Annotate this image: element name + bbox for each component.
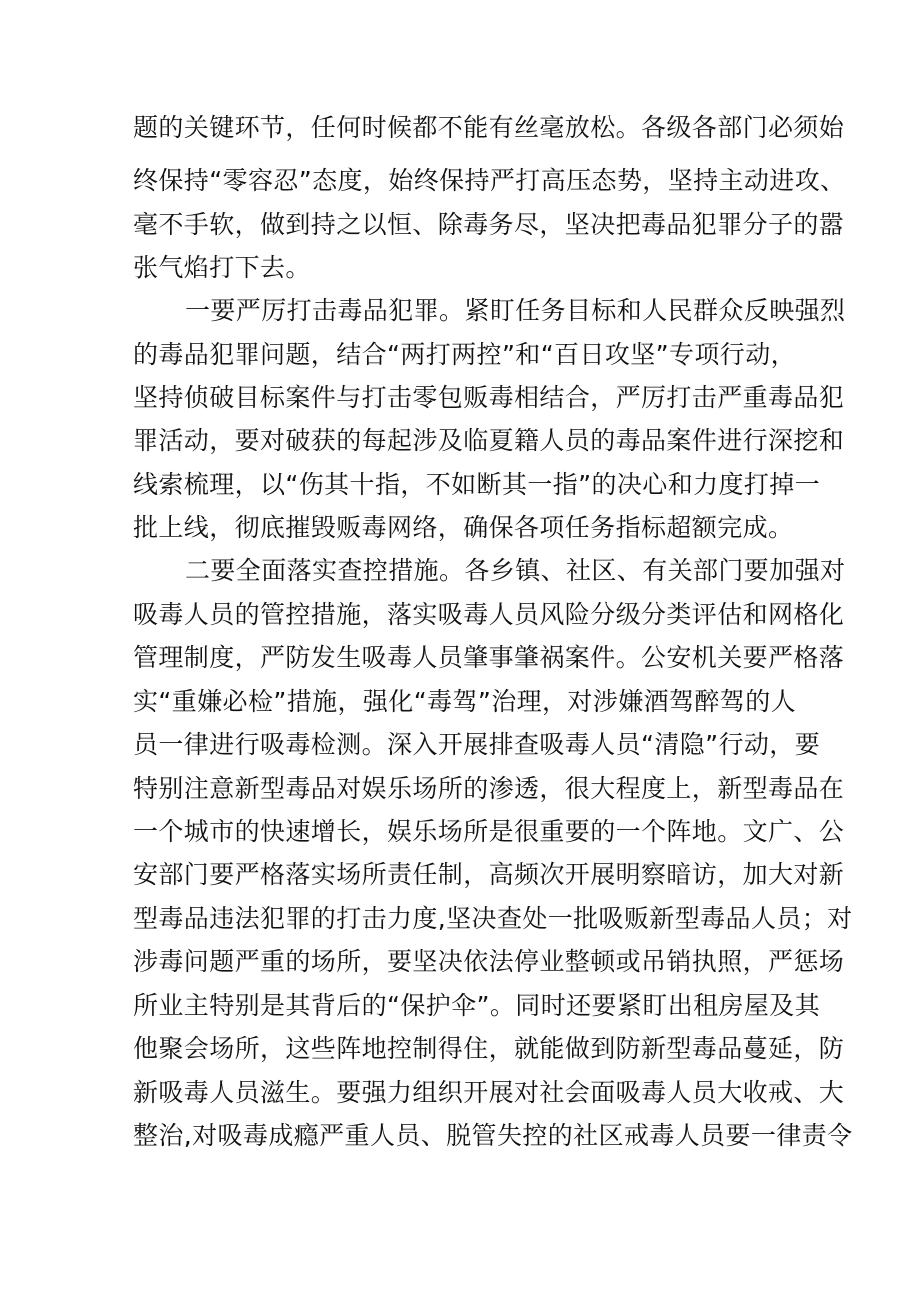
text-line: 一个城市的快速增长，娱乐场所是很重要的一个阵地。文广、公 (133, 817, 845, 846)
text-line: 线索梳理，以“伤其十指，不如断其一指”的决心和力度打掉一 (133, 470, 821, 499)
text-line: 安部门要严格落实场所责任制，高频次开展明察暗访，加大对新 (133, 860, 845, 889)
text-line: 管理制度，严防发生吸毒人员肇事肇祸案件。公安机关要严格落 (133, 643, 845, 672)
text-line: 终保持“零容忍”态度，始终保持严打高压态势，坚持主动进攻、 (133, 166, 846, 195)
text-line: 他聚会场所，这些阵地控制得住，就能做到防新型毒品蔓延，防 (133, 1034, 845, 1063)
text-line: 坚持侦破目标案件与打击零包贩毒相结合，严厉打击严重毒品犯 (133, 383, 845, 412)
text-line: 题的关键环节，任何时候都不能有丝毫放松。各级各部门必须始 (133, 113, 845, 142)
text-line: 的毒品犯罪问题，结合“两打两控”和“百日攻坚”专项行动， (133, 340, 797, 369)
text-line: 吸毒人员的管控措施，落实吸毒人员风险分级分类评估和网格化 (133, 600, 845, 629)
text-line: 型毒品违法犯罪的打击力度,坚决查处一批吸贩新型毒品人员；对 (133, 904, 853, 933)
text-line: 特别注意新型毒品对娱乐场所的渗透，很大程度上，新型毒品在 (133, 774, 845, 803)
paragraph-1-first-line: 一要严厉打击毒品犯罪。紧盯任务目标和人民群众反映强烈 (185, 296, 846, 325)
text-line: 所业主特别是其背后的“保护伞”。同时还要紧盯出租房屋及其 (133, 991, 821, 1020)
text-line: 新吸毒人员滋生。要强力组织开展对社会面吸毒人员大收戒、大 (133, 1078, 845, 1107)
text-line: 张气焰打下去。 (133, 253, 311, 282)
text-line: 员一律进行吸毒检测。深入开展排查吸毒人员“清隐”行动，要 (133, 730, 821, 759)
text-line: 实“重嫌必检”措施，强化“毒驾”治理，对涉嫌酒驾醉驾的人 (133, 687, 797, 716)
text-line: 批上线，彻底摧毁贩毒网络，确保各项任务指标超额完成。 (133, 513, 794, 542)
text-line: 罪活动，要对破获的每起涉及临夏籍人员的毒品案件进行深挖和 (133, 426, 845, 455)
paragraph-2-first-line: 二要全面落实查控措施。各乡镇、社区、有关部门要加强对 (185, 556, 846, 585)
text-line: 整治,对吸毒成瘾严重人员、脱管失控的社区戒毒人员要一律责令 (133, 1121, 853, 1150)
text-line: 毫不手软，做到持之以恒、除毒务尽，坚决把毒品犯罪分子的嚣 (133, 210, 845, 239)
text-line: 涉毒问题严重的场所，要坚决依法停业整顿或吊销执照，严惩场 (133, 947, 845, 976)
